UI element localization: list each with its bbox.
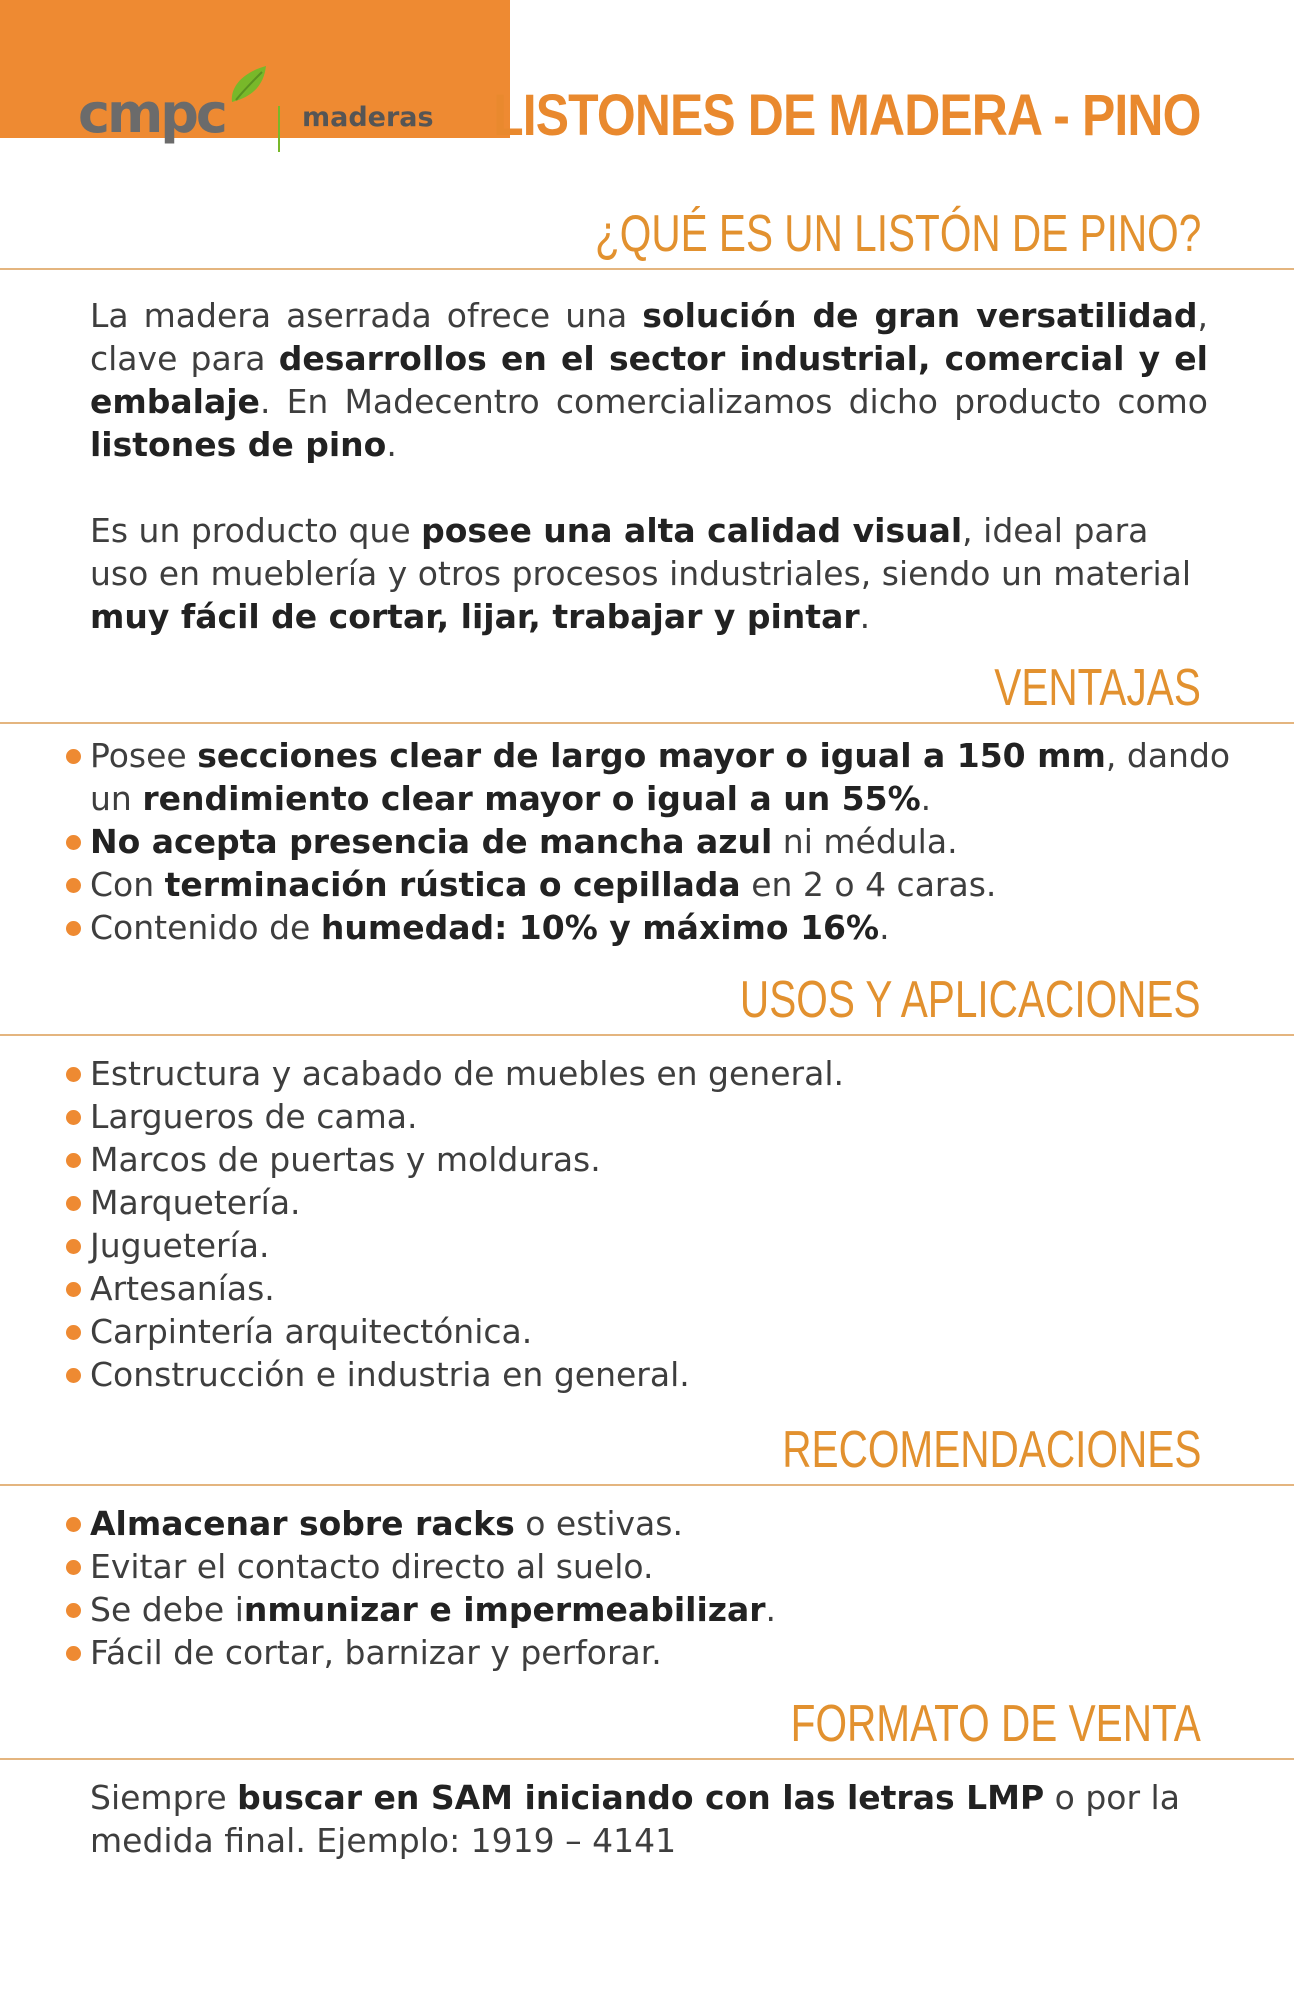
bold-text: Almacenar sobre racks xyxy=(90,1504,515,1543)
usos-list xyxy=(64,1052,1234,1396)
recomendaciones-list xyxy=(64,1502,1234,1674)
list-item xyxy=(64,1310,1234,1353)
bullet-dot-icon xyxy=(66,1560,81,1575)
text-run: . xyxy=(765,1590,777,1629)
list-item xyxy=(64,1353,1234,1396)
section-title-usos: USOS Y APLICACIONES xyxy=(740,971,1201,1029)
bullet-dot-icon xyxy=(66,1282,81,1297)
logo-subtitle: maderas xyxy=(302,102,434,133)
list-item xyxy=(64,1095,1234,1138)
text-run: Es un producto que xyxy=(90,511,422,550)
bullet-dot-icon xyxy=(66,835,81,850)
list-item xyxy=(64,734,1234,820)
text-run: , dando un xyxy=(90,736,1231,818)
text-run: . xyxy=(879,908,890,947)
bullet-dot-icon xyxy=(66,878,81,893)
bullet-dot-icon xyxy=(66,1153,81,1168)
bold-text: nmunizar e impermeabilizar xyxy=(243,1590,766,1629)
section-rule xyxy=(0,268,1294,270)
text-run: Largueros de cama. xyxy=(90,1097,418,1136)
list-item xyxy=(64,1224,1234,1267)
text-run: Construcción e industria en general. xyxy=(90,1355,690,1394)
bold-text: desarrollos en el sector industrial, comercial y el embalaje xyxy=(90,339,1208,421)
text-run: Marcos de puertas y molduras. xyxy=(90,1140,601,1179)
text-run: en 2 o 4 caras. xyxy=(740,865,997,904)
section-rule xyxy=(0,1034,1294,1036)
bullet-dot-icon xyxy=(66,1239,81,1254)
bullet-dot-icon xyxy=(66,1646,81,1661)
section-rule xyxy=(0,1484,1294,1486)
formato-paragraph xyxy=(90,1776,1208,1862)
text-run: Artesanías. xyxy=(90,1269,275,1308)
text-run: o estivas. xyxy=(514,1504,683,1543)
list-item xyxy=(64,1267,1234,1310)
text-run: . xyxy=(920,779,932,818)
logo-text: cmpc xyxy=(78,82,225,145)
section-title-que-es: ¿QUÉ ES UN LISTÓN DE PINO? xyxy=(594,205,1201,263)
bold-text: humedad: 10% y máximo 16% xyxy=(320,908,880,947)
bullet-dot-icon xyxy=(66,1517,81,1532)
section-title-formato: FORMATO DE VENTA xyxy=(790,1695,1201,1753)
leaf-icon xyxy=(226,62,274,108)
bullet-dot-icon xyxy=(66,1110,81,1125)
bullet-dot-icon xyxy=(66,749,81,764)
text-run: Siempre xyxy=(90,1778,238,1817)
text-run: Estructura y acabado de muebles en general. xyxy=(90,1054,844,1093)
text-run: Evitar el contacto directo al suelo. xyxy=(90,1547,654,1586)
ventajas-list xyxy=(64,734,1234,949)
text-run: Se debe i xyxy=(90,1590,244,1629)
bold-text: buscar en SAM iniciando con las letras LMP xyxy=(237,1778,1045,1817)
text-run: Carpintería arquitectónica. xyxy=(90,1312,533,1351)
text-run: . xyxy=(859,597,871,636)
list-item xyxy=(64,906,1234,949)
text-run: Contenido de xyxy=(90,908,321,947)
text-run: , ideal para uso en mueblería y otros procesos industriales, siendo un material xyxy=(90,511,1192,593)
bold-text: listones de pino xyxy=(90,425,387,464)
bold-text: terminación rústica o cepillada xyxy=(164,865,741,904)
text-run: Juguetería. xyxy=(90,1226,270,1265)
list-item xyxy=(64,1631,1234,1674)
bold-text: rendimiento clear mayor o igual a un 55% xyxy=(142,779,921,818)
bold-text: posee una alta calidad visual xyxy=(421,511,963,550)
list-item xyxy=(64,820,1234,863)
text-run: o por la medida final. Ejemplo: 1919 – 4141 xyxy=(90,1778,1180,1860)
list-item xyxy=(64,1181,1234,1224)
text-run: Fácil de cortar, barnizar y perforar. xyxy=(90,1633,662,1672)
bullet-dot-icon xyxy=(66,921,81,936)
text-run: La madera aserrada ofrece una xyxy=(90,296,643,335)
list-item xyxy=(64,1502,1234,1545)
logo-divider xyxy=(278,106,280,152)
list-item xyxy=(64,1545,1234,1588)
text-run: . xyxy=(386,425,397,464)
text-run: ni médula. xyxy=(772,822,958,861)
text-run: Marquetería. xyxy=(90,1183,301,1222)
section-rule xyxy=(0,1758,1294,1760)
bullet-dot-icon xyxy=(66,1196,81,1211)
bullet-dot-icon xyxy=(66,1603,81,1618)
list-item xyxy=(64,863,1234,906)
text-run: . En Madecentro comercializamos dicho producto como xyxy=(259,382,1208,421)
list-item xyxy=(64,1138,1234,1181)
bold-text: muy fácil de cortar, lijar, trabajar y pintar xyxy=(90,597,860,636)
list-item xyxy=(64,1588,1234,1631)
list-item xyxy=(64,1052,1234,1095)
bold-text: secciones clear de largo mayor o igual a 150 mm xyxy=(197,736,1106,775)
section-title-recomendaciones: RECOMENDACIONES xyxy=(781,1421,1201,1479)
bullet-dot-icon xyxy=(66,1325,81,1340)
page-title: LISTONES DE MADERA - PINO xyxy=(493,83,1201,148)
text-run: Con xyxy=(90,865,165,904)
bold-text: solución de gran versatilidad xyxy=(642,296,1198,335)
que-es-paragraph-1 xyxy=(90,294,1208,466)
section-title-ventajas: VENTAJAS xyxy=(994,659,1201,717)
bold-text: No acepta presencia de mancha azul xyxy=(90,822,773,861)
section-rule xyxy=(0,722,1294,724)
bullet-dot-icon xyxy=(66,1067,81,1082)
que-es-paragraph-2 xyxy=(90,509,1208,638)
text-run: Posee xyxy=(90,736,198,775)
text-run: , clave para xyxy=(90,296,1208,378)
bullet-dot-icon xyxy=(66,1368,81,1383)
